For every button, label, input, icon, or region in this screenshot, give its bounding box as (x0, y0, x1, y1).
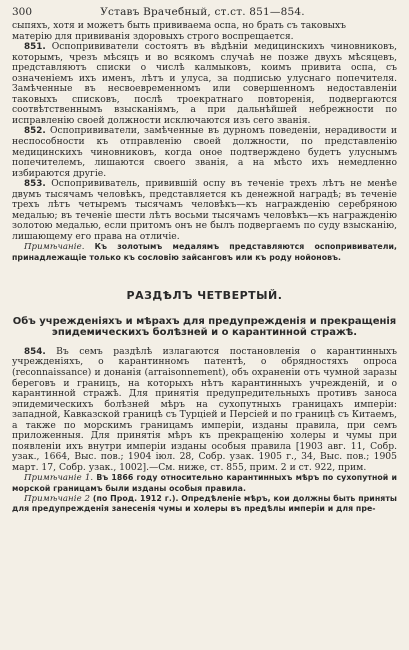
page-header (12, 6, 397, 18)
art851-pre-line-1: сыпяхъ, хотя и можетъ быть прививаема оспа, но брать съ таковыхъ (12, 20, 346, 31)
article-853-note-label: Примѣчаніе. (24, 242, 85, 253)
page-number: 300 (12, 6, 33, 18)
article-851 (12, 42, 397, 126)
article-851-text: Оспопрививатели состоятъ въ вѣдѣніи медицинскихъ чиновниковъ, которымъ, чрезъ мѣсяцъ и во всякомъ случаѣ не позже двухъ мѣсяцевъ, представляютъ списки о числѣ калмыковъ, коимъ привита оспа, съ означеніемъ ихъ именъ, лѣтъ и улуса, за подписью улуснаго попечителя. Замѣченные въ несвоевременномъ или совершенномъ недоставленіи таковыхъ списковъ, послѣ троекратнаго повторенія, подвергаются соотвѣтственнымъ взысканіямъ, а при дальнѣйшей небрежности по исправленію своей должности исключаются изъ сего званія. (12, 41, 397, 126)
article-852-text: Оспопрививатели, замѣченные въ дурномъ поведеніи, нерадивости и неспособности къ отправленію своей должности, по представленію медицинскихъ чиновниковъ, когда оное подтверждено будетъ улуснымъ попечителемъ, лишаются своего званія, а на мѣсто ихъ немедленно избираются другіе. (12, 125, 397, 179)
article-854-note-1-text: Въ 1866 году относительно карантинныхъ мѣръ по сухопутной и морской границамъ были изданы особыя правила. (12, 473, 397, 494)
article-854-note-2 (12, 494, 397, 514)
article-854 (12, 347, 397, 474)
article-853-note-text: Къ золотымъ медалямъ представляются оспопрививатели, принадлежащіе только къ сословію зайсанговъ или къ роду нойоновъ. (12, 242, 397, 263)
article-851-number: 851. (24, 42, 46, 53)
article-854-note-1 (12, 473, 397, 493)
article-853-text: Оспопрививатель, привившій оспу въ теченіе трехъ лѣтъ не менѣе двумъ тысячамъ человѣкъ, представляется къ денежной наградѣ; въ теченіе трехъ лѣтъ четыремъ тысячамъ человѣкъ—къ награжденію серебряною медалью; въ теченіе шести лѣтъ восьми тысячамъ человѣкъ—къ награжденію золотою медалью, если притомъ онъ не былъ подвергаемъ по суду взысканію, лишающему его права на отличіе. (12, 178, 398, 242)
article-854-note-2-label: Примѣчаніе 2 (24, 493, 91, 504)
article-852-number: 852. (24, 126, 46, 137)
article-854-note-2-text: (по Прод. 1912 г.). Опредѣленіе мѣръ, кои должны быть приняты для предупрежденія занесенія чумы и холеры въ предѣлы имперіи и для пре- (12, 493, 397, 514)
running-title: Уставъ Врачебный, ст.ст. 851—854. (100, 6, 305, 18)
art851-pre-line-2: матерію для прививанія здоровыхъ строго воспрещается. (12, 30, 294, 42)
article-854-number: 854. (24, 346, 46, 357)
section-title: Объ учрежденіяхъ и мѣрахъ для предупрежденія и прекращенія эпидемическихъ болѣзней и о карантинной стражѣ. (12, 315, 397, 339)
chapter-title: РАЗДѢЛЪ ЧЕТВЕРТЫЙ. (126, 288, 283, 302)
article-854-note-1-label: Примѣчаніе 1. (24, 473, 94, 484)
article-853 (12, 179, 397, 242)
article-854-text: Въ семъ раздѣлѣ излагаются постановленія о карантинныхъ учрежденіяхъ, о карантинномъ патентѣ, о обрядностяхъ опроса (reconnaissance) и донанія (arraisonnement), объ охраненіи отъ чумной заразы береговъ и границъ, на которыхъ нѣтъ карантинныхъ учрежденій, и о карантинной стражѣ. Для принятія предупредительныхъ противъ заноса эпидемическихъ болѣзней мѣръ на сухопутныхъ границахъ имперіи: западной, Кавказской границѣ съ Турціей и Персіей и по границѣ съ Китаемъ, а также по морскимъ границамъ имперіи, изданы правила, при семъ приложенныя. Для принятія мѣръ къ прекращенію холеры и чумы при появленіи ихъ внутри имперіи изданы особыя правила [1903 авг. 11, Собр. узак., 1664, Выс. пов.; 1904 іюл. 28, Собр. узак. 1905 г., 34, Выс. пов.; 1905 март. 17, Собр. узак., 1002].—См. ниже, ст. 855, прим. 2 и ст. 922, прим. (12, 345, 397, 473)
article-853-number: 853. (24, 179, 46, 190)
article-852 (12, 126, 397, 179)
article-853-note (12, 242, 397, 262)
